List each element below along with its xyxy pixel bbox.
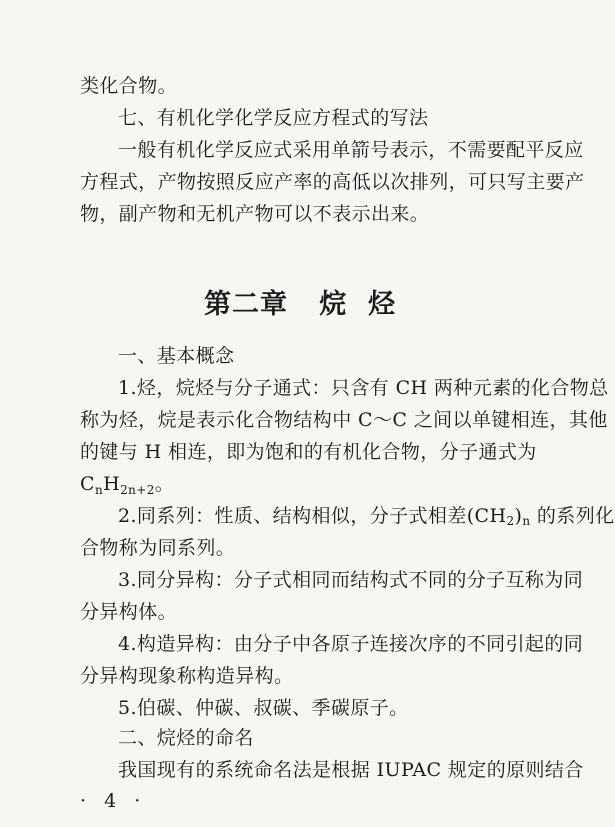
definition-line: 5.伯碳、仲碳、叔碳、季碳原子。 — [118, 697, 409, 719]
definition-line: 合物称为同系列。 — [80, 537, 236, 559]
paragraph-line: 一般有机化学反应式采用单箭号表示，不需要配平反应 — [118, 139, 584, 161]
homolog-text-end: 的系列化 — [530, 505, 615, 527]
paragraph-line: 我国现有的系统命名法是根据 IUPAC 规定的原则结合 — [118, 759, 584, 781]
formula-period: 。 — [154, 473, 175, 495]
formula-carbon-subscript: n — [94, 483, 104, 497]
homolog-paren: ) — [514, 505, 523, 527]
section-heading: 一、基本概念 — [118, 345, 235, 367]
definition-line: 4.构造异构：由分子中各原子连接次序的不同引起的同 — [118, 633, 584, 655]
paragraph-line: 类化合物。 — [80, 75, 178, 97]
section-heading: 二、烷烃的命名 — [118, 727, 254, 749]
formula-hydrogen-subscript: 2n+2 — [120, 483, 155, 497]
page-number: · 4 · — [80, 790, 147, 812]
definition-line: 1.烃，烷烃与分子通式：只含有 CH 两种元素的化合物总 — [118, 377, 609, 399]
paragraph-line: 物，副产物和无机产物可以不表示出来。 — [80, 203, 430, 225]
paragraph-line: 方程式，产物按照反应产率的高低以次排列，可只写主要产 — [80, 171, 585, 193]
definition-line: 3.同分异构：分子式相同而结构式不同的分子互称为同 — [118, 569, 584, 591]
chapter-title: 第二章 烷 烃 — [204, 289, 396, 320]
definition-line: 的键与 H 相连，即为饱和的有机化合物，分子通式为 — [80, 441, 537, 463]
definition-line — [118, 502, 615, 535]
homolog-text: 2.同系列：性质、结构相似，分子式相差(CH — [118, 505, 507, 527]
homolog-subscript-n: n — [522, 514, 531, 528]
formula-carbon: C — [80, 473, 95, 495]
definition-line: 分异构现象称构造异构。 — [80, 665, 294, 687]
definition-line: 称为烃，烷是表示化合物结构中 C～C 之间以单键相连，其他 — [80, 409, 608, 431]
definition-line: 分异构体。 — [80, 601, 178, 623]
homolog-subscript: 2 — [506, 514, 515, 528]
general-formula — [80, 470, 550, 504]
formula-hydrogen: H — [103, 473, 121, 495]
section-heading: 七、有机化学化学反应方程式的写法 — [118, 107, 429, 129]
